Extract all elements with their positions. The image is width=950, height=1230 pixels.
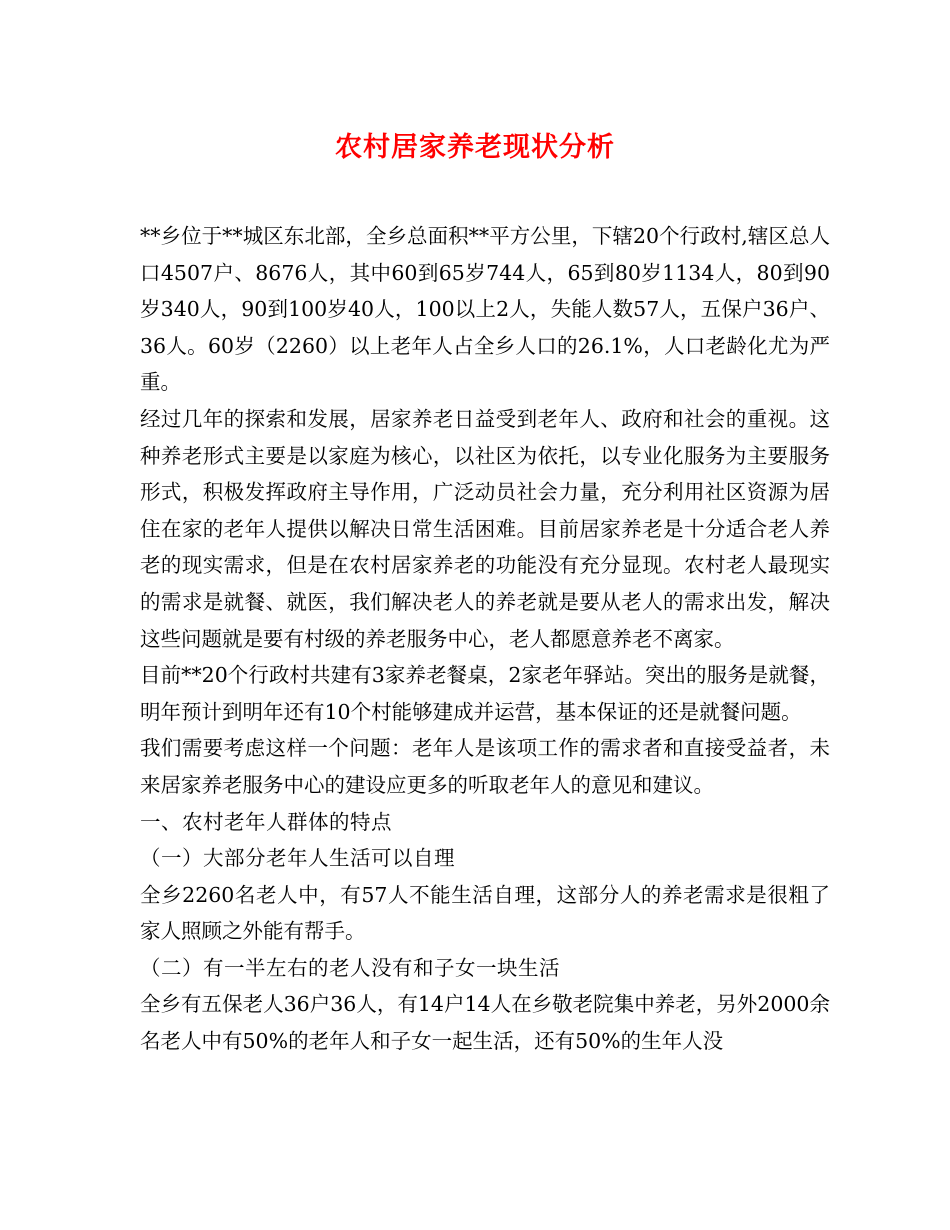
document-title: 农村居家养老现状分析 — [335, 132, 615, 163]
paragraph-intro: **乡位于**城区东北部，全乡总面积**平方公里，下辖20个行政村,辖区总人口4507户、8676人，其中60到65岁744人，65到80岁1134人，80到90岁340人，90到100岁40人，100以上2人，失能人数57人，五保户36户、36人。60岁（2260）以上老年人占全乡人口的26.1%，人口老龄化尤为严重。 — [140, 224, 830, 395]
subsection-heading-living-alone: （二）有一半左右的老人没有和子女一块生活 — [140, 955, 560, 980]
paragraph-self-care: 全乡2260名老人中，有57人不能生活自理，这部分人的养老需求是很粗了家人照顾之外能有帮手。 — [140, 882, 830, 944]
document-body — [140, 218, 830, 1060]
paragraph-development: 经过几年的探索和发展，居家养老日益受到老年人、政府和社会的重视。这种养老形式主要是以家庭为核心，以社区为依托，以专业化服务为主要服务形式，积极发挥政府主导作用，广泛动员社会力量，充分利用社区资源为居住在家的老年人提供以解决日常生活困难。目前居家养老是十分适合老人养老的现实需求，但是在农村居家养老的功能没有充分显现。农村老人最现实的需求是就餐、就医，我们解决老人的养老就是要从老人的需求出发，解决这些问题就是要有村级的养老服务中心，老人都愿意养老不离家。 — [140, 406, 830, 651]
paragraph-current-status: 目前**20个行政村共建有3家养老餐桌，2家老年驿站。突出的服务是就餐，明年预计到明年还有10个村能够建成并运营，基本保证的还是就餐问题。 — [140, 663, 830, 724]
section-heading-characteristics: 一、农村老年人群体的特点 — [140, 809, 392, 834]
paragraph-question: 我们需要考虑这样一个问题：老年人是该项工作的需求者和直接受益者，未来居家养老服务中心的建设应更多的听取老年人的意见和建议。 — [140, 736, 830, 797]
subsection-heading-self-care: （一）大部分老年人生活可以自理 — [140, 846, 455, 871]
paragraph-living-alone: 全乡有五保老人36户36人，有14户14人在乡敬老院集中养老，另外2000余名老人中有50%的老年人和子女一起生活，还有50%的生年人没 — [140, 992, 830, 1054]
